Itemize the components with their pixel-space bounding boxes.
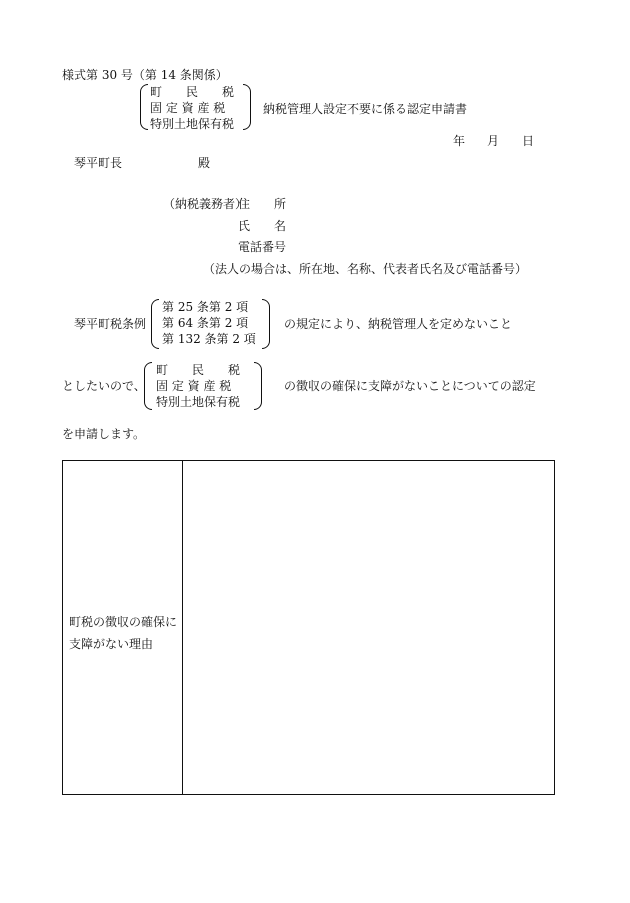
applicant-name-label: 氏 名 (238, 219, 287, 233)
tax-type-item: 固 定 資 産 税 (150, 101, 226, 115)
applicant-label: （納税義務者） (163, 197, 248, 211)
tax-item: 特別土地保有税 (156, 395, 241, 409)
date-month: 月 (487, 134, 500, 148)
taxes-list (156, 362, 240, 410)
body-text-articles: の規定により、納税管理人を定めないこと (284, 317, 513, 331)
applicant-phone-label: 電話番号 (238, 240, 287, 254)
tax-type-item: 特別土地保有税 (150, 117, 235, 131)
reason-label-cell (63, 461, 183, 794)
tax-types-bracket-right (243, 84, 251, 130)
reason-value-cell[interactable] (183, 461, 554, 794)
date-year: 年 (453, 134, 466, 148)
articles-list (162, 299, 256, 347)
taxes-bracket-right (254, 362, 262, 410)
tax-types-bracket-left (140, 84, 148, 130)
article-item: 第 132 条第 2 項 (162, 332, 256, 346)
body-text-closing: を申請します。 (62, 427, 146, 441)
tax-type-item: 町 民 税 (150, 85, 235, 99)
taxes-bracket-left (144, 362, 152, 410)
reason-label: 町税の徴収の確保に支障がない理由 (69, 615, 178, 651)
article-item: 第 64 条第 2 項 (162, 316, 249, 330)
tax-item: 町 民 税 (156, 363, 241, 377)
addressee-honorific: 殿 (198, 156, 211, 170)
ordinance-name: 琴平町税条例 (74, 317, 147, 331)
body-text-prefix: としたいので、 (62, 379, 146, 393)
articles-bracket-right (262, 299, 270, 349)
applicant-address-label: 住 所 (238, 197, 287, 211)
form-number: 様式第 30 号（第 14 条関係） (62, 68, 228, 82)
addressee-name: 琴平町長 (74, 156, 123, 170)
date-day: 日 (522, 134, 535, 148)
body-text-taxes: の徴収の確保に支障がないことについての認定 (284, 379, 536, 393)
document-title: 納税管理人設定不要に係る認定申請書 (263, 102, 468, 116)
tax-item: 固 定 資 産 税 (156, 379, 232, 393)
applicant-corporate-note: （法人の場合は、所在地、名称、代表者氏名及び電話番号） (203, 262, 528, 276)
reason-table (62, 460, 555, 795)
tax-types-list (150, 84, 234, 132)
articles-bracket-left (151, 299, 159, 349)
article-item: 第 25 条第 2 項 (162, 300, 249, 314)
